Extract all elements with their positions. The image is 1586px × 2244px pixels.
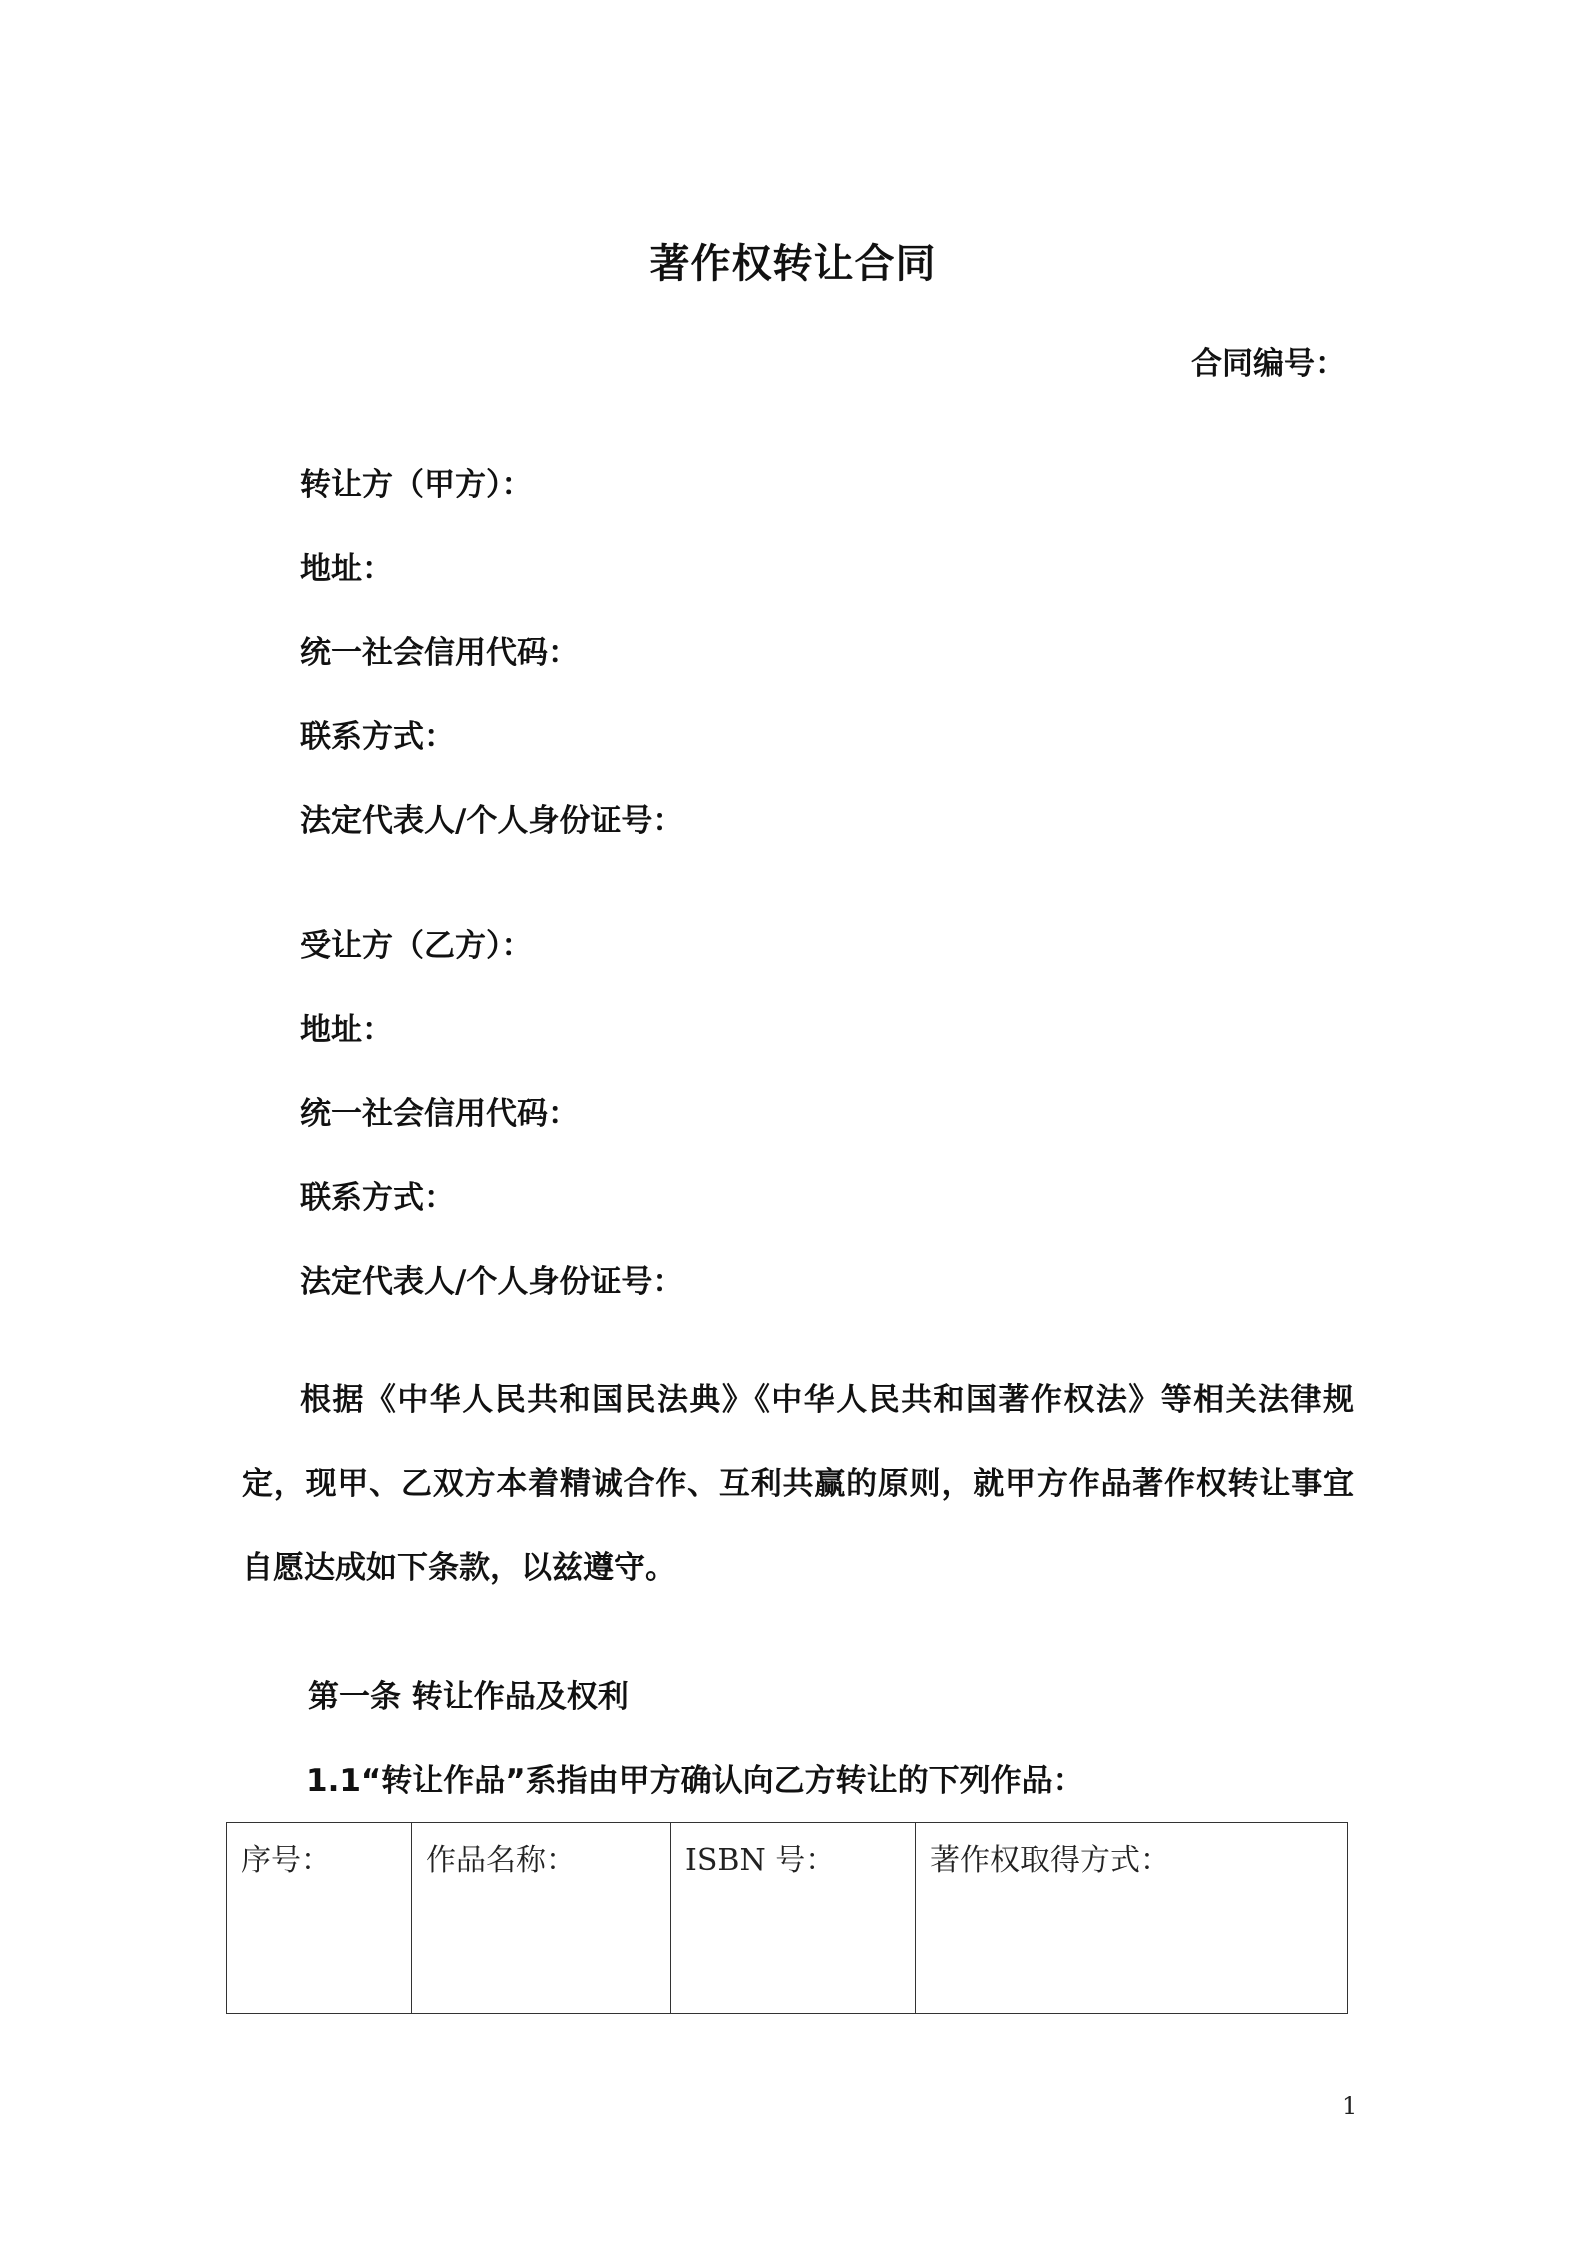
table-header-isbn: ISBN 号：	[671, 1823, 916, 2014]
party-b-credit-code-label: 统一社会信用代码：	[300, 1096, 579, 1132]
party-a-address-label: 地址：	[300, 551, 393, 587]
table-header-acquisition-method: 著作权取得方式：	[916, 1823, 1348, 2014]
page-number: 1	[1342, 2092, 1358, 2120]
works-table	[226, 1822, 1348, 2014]
preamble-paragraph: 根据《中华人民共和国民法典》《中华人民共和国著作权法》等相关法律规定，现甲、乙双方本着精诚合作、互利共赢的原则，就甲方作品著作权转让事宜自愿达成如下条款，以兹遵守。	[242, 1382, 1354, 1586]
clause-1-1: 1.1“转让作品”系指由甲方确认向乙方转让的下列作品：	[306, 1763, 1084, 1799]
party-a-legal-rep-label: 法定代表人/个人身份证号：	[300, 803, 684, 839]
party-b-legal-rep-label: 法定代表人/个人身份证号：	[300, 1264, 684, 1300]
party-b-contact-label: 联系方式：	[300, 1180, 455, 1216]
table-header-index: 序号：	[227, 1823, 412, 2014]
article-1-heading: 第一条 转让作品及权利	[308, 1679, 629, 1715]
table-header-work-name: 作品名称：	[412, 1823, 671, 2014]
party-a-contact-label: 联系方式：	[300, 719, 455, 755]
party-a-credit-code-label: 统一社会信用代码：	[300, 635, 579, 671]
document-title: 著作权转让合同	[649, 241, 937, 287]
contract-number-label: 合同编号：	[1191, 346, 1346, 382]
party-a-heading: 转让方（甲方）：	[300, 467, 533, 503]
table-row	[227, 1823, 1348, 2014]
party-b-address-label: 地址：	[300, 1012, 393, 1048]
party-b-heading: 受让方（乙方）：	[300, 928, 533, 964]
